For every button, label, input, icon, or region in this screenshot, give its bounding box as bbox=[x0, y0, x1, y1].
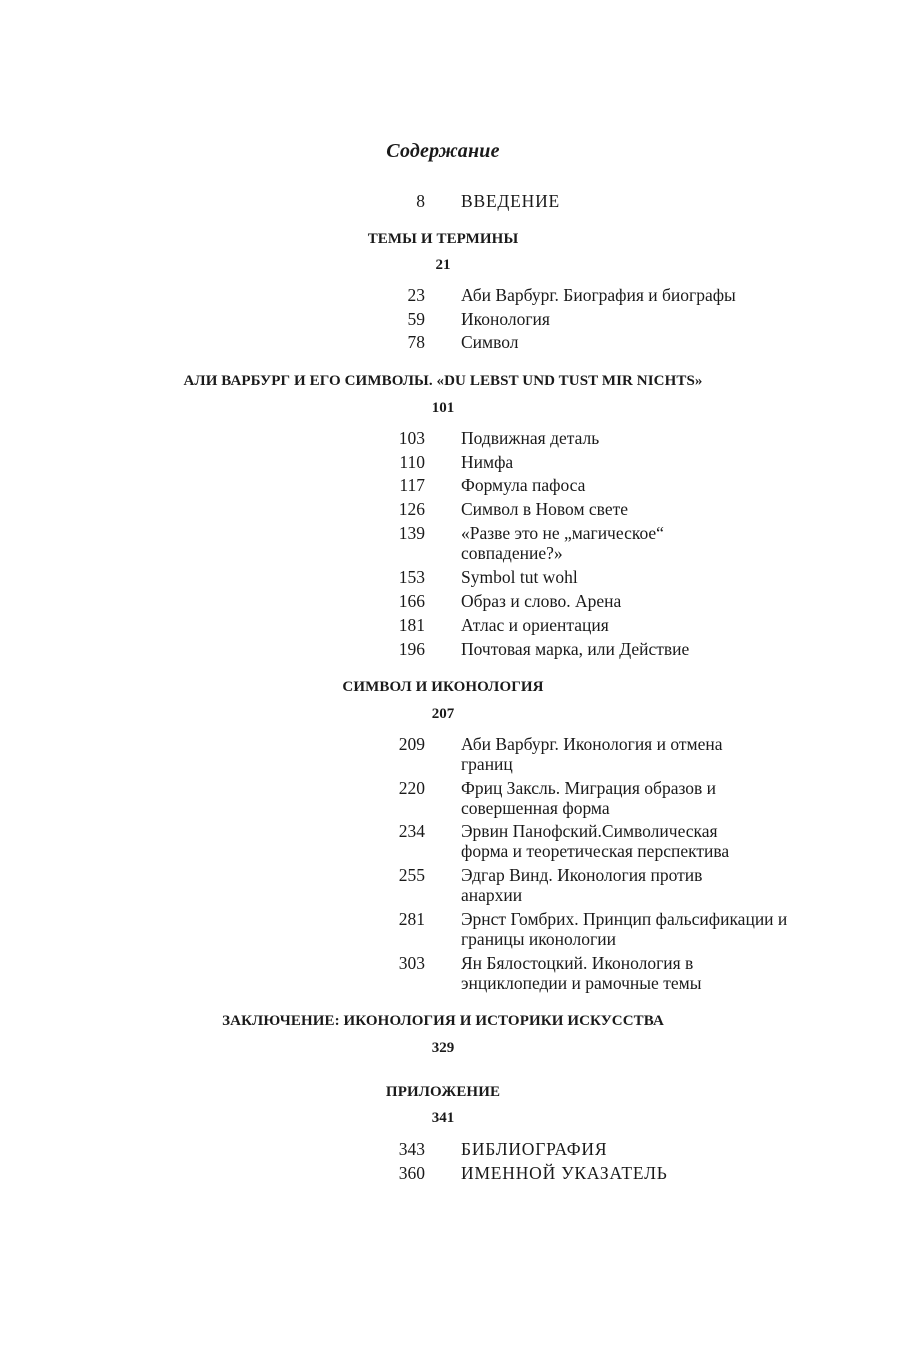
entry-page-number: 166 bbox=[398, 591, 425, 611]
entry-page-number: 139 bbox=[398, 523, 425, 543]
entry-title: Аби Варбург. Биография и биографы bbox=[461, 285, 736, 305]
entry-title: Символ bbox=[461, 332, 519, 352]
section-title[interactable]: ПРИЛОЖЕНИЕ bbox=[385, 1084, 501, 1100]
entry-page-number: 220 bbox=[398, 778, 425, 798]
entry-page-number: 126 bbox=[398, 499, 425, 519]
section-page-number: 21 bbox=[435, 257, 451, 273]
entry-title: Нимфа bbox=[461, 452, 514, 472]
entry-page-number: 234 bbox=[398, 821, 425, 841]
entry-title: Эрвин Панофский.Символическая форма и теоретическая перспектива bbox=[461, 821, 730, 861]
entry-page-number: 209 bbox=[398, 734, 425, 754]
entry-page-number: 110 bbox=[399, 452, 425, 472]
entry-title: ВВЕДЕНИЕ bbox=[461, 191, 561, 211]
entry-title: Атлас и ориентация bbox=[461, 615, 609, 635]
entry-title: Аби Варбург. Иконология и отмена границ bbox=[461, 734, 723, 774]
section-title[interactable]: СИМВОЛ И ИКОНОЛОГИЯ bbox=[342, 679, 544, 695]
section-page-number: 341 bbox=[431, 1110, 455, 1126]
section-title[interactable]: ЗАКЛЮЧЕНИЕ: ИКОНОЛОГИЯ И ИСТОРИКИ ИСКУССТВА bbox=[222, 1013, 664, 1029]
entry-page-number: 343 bbox=[398, 1139, 425, 1159]
entry-title: Ян Бялостоцкий. Иконология в энциклопедии и рамочные темы bbox=[461, 953, 702, 993]
entry-title: Формула пафоса bbox=[461, 475, 586, 495]
entry-title: Symbol tut wohl bbox=[461, 567, 578, 587]
entry-page-number: 360 bbox=[398, 1163, 425, 1183]
entry-page-number: 103 bbox=[398, 428, 425, 448]
entry-page-number: 59 bbox=[407, 309, 425, 329]
entry-page-number: 303 bbox=[398, 953, 425, 973]
entry-page-number: 78 bbox=[407, 332, 425, 352]
section-page-number: 101 bbox=[431, 400, 455, 416]
entry-title: «Разве это не „магическое“ совпадение?» bbox=[461, 523, 664, 563]
entry-title: Символ в Новом свете bbox=[461, 499, 629, 519]
entry-page-number: 23 bbox=[407, 285, 425, 305]
entry-title: Образ и слово. Арена bbox=[461, 591, 622, 611]
entry-title: Иконология bbox=[461, 309, 550, 329]
entry-page-number: 196 bbox=[398, 639, 425, 659]
entry-page-number: 8 bbox=[416, 191, 425, 211]
entry-title: ИМЕННОЙ УКАЗАТЕЛЬ bbox=[461, 1163, 668, 1183]
entry-page-number: 153 bbox=[398, 567, 425, 587]
section-page-number: 207 bbox=[431, 706, 455, 722]
entry-title: Фриц Заксль. Миграция образов и совершенная форма bbox=[461, 778, 717, 818]
entry-title: Подвижная деталь bbox=[461, 428, 600, 448]
entry-page-number: 281 bbox=[398, 909, 425, 929]
entry-title: Почтовая марка, или Действие bbox=[461, 639, 690, 659]
section-title[interactable]: АЛИ ВАРБУРГ И ЕГО СИМВОЛЫ. «DU LEBST UND TUST MIR NICHTS» bbox=[183, 373, 703, 389]
entry-page-number: 117 bbox=[399, 475, 425, 495]
page-title: Содержание bbox=[386, 140, 500, 162]
section-title[interactable]: ТЕМЫ И ТЕРМИНЫ bbox=[367, 231, 519, 247]
entry-title: Эдгар Винд. Иконология против анархии bbox=[461, 865, 703, 905]
entry-title: Эрнст Гомбрих. Принцип фальсификации и границы иконологии bbox=[461, 909, 788, 949]
section-page-number: 329 bbox=[431, 1040, 455, 1056]
entry-page-number: 181 bbox=[398, 615, 425, 635]
entry-page-number: 255 bbox=[398, 865, 425, 885]
entry-title: БИБЛИОГРАФИЯ bbox=[461, 1139, 608, 1159]
